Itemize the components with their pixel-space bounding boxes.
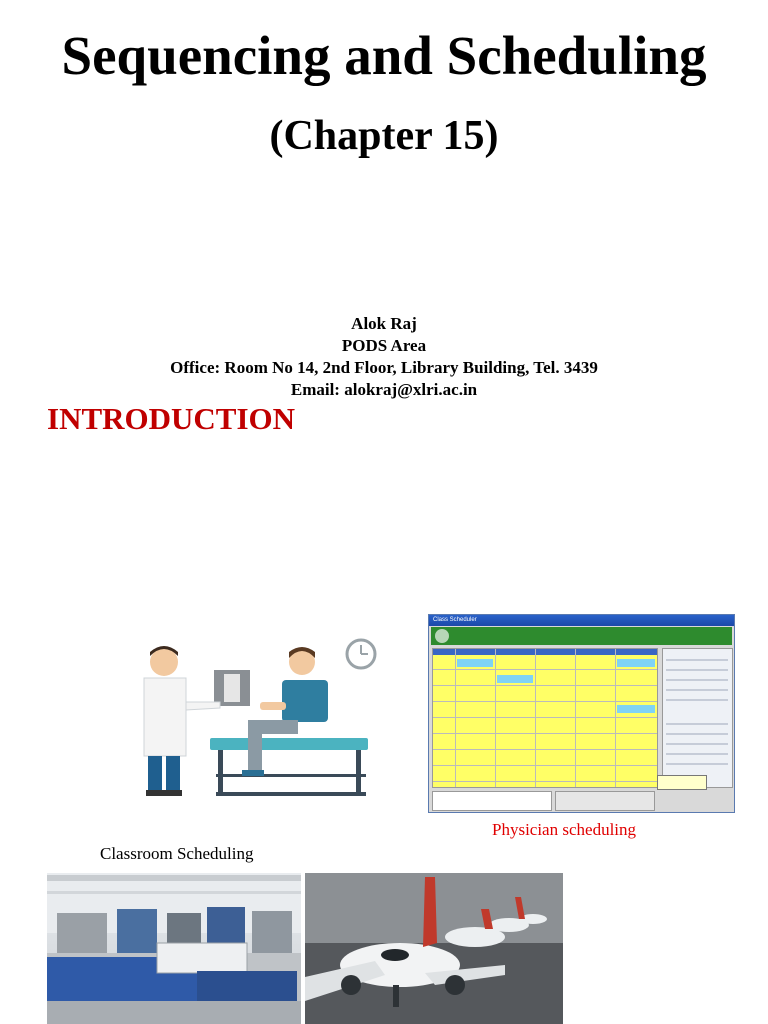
scheduler-banner	[431, 627, 732, 645]
slide-title: Sequencing and Scheduling	[61, 25, 707, 86]
physician-caption: Physician scheduling	[492, 820, 637, 839]
slide-subtitle: (Chapter 15)	[269, 113, 499, 159]
section-heading: INTRODUCTION	[47, 401, 296, 436]
factory-machines-photo	[47, 873, 301, 1024]
author-email: Email: alokraj@xlri.ac.in	[290, 380, 478, 399]
classroom-caption: Classroom Scheduling	[100, 844, 254, 863]
airplanes-queue-photo	[305, 873, 563, 1024]
college-logo-icon	[435, 629, 449, 643]
author-area: PODS Area	[341, 336, 427, 355]
doctor-patient-illustration	[128, 632, 378, 802]
stats-panel	[432, 791, 552, 811]
author-name: Alok Raj	[351, 314, 417, 333]
author-office: Office: Room No 14, 2nd Floor, Library Building, Tel. 3439	[170, 358, 598, 377]
window-titlebar: Class Scheduler	[429, 615, 734, 626]
tooltip-note	[657, 775, 707, 790]
course-list-panel	[662, 648, 733, 788]
system-tools-panel	[555, 791, 655, 811]
timetable-grid	[432, 648, 658, 788]
class-scheduler-screenshot	[428, 614, 735, 813]
